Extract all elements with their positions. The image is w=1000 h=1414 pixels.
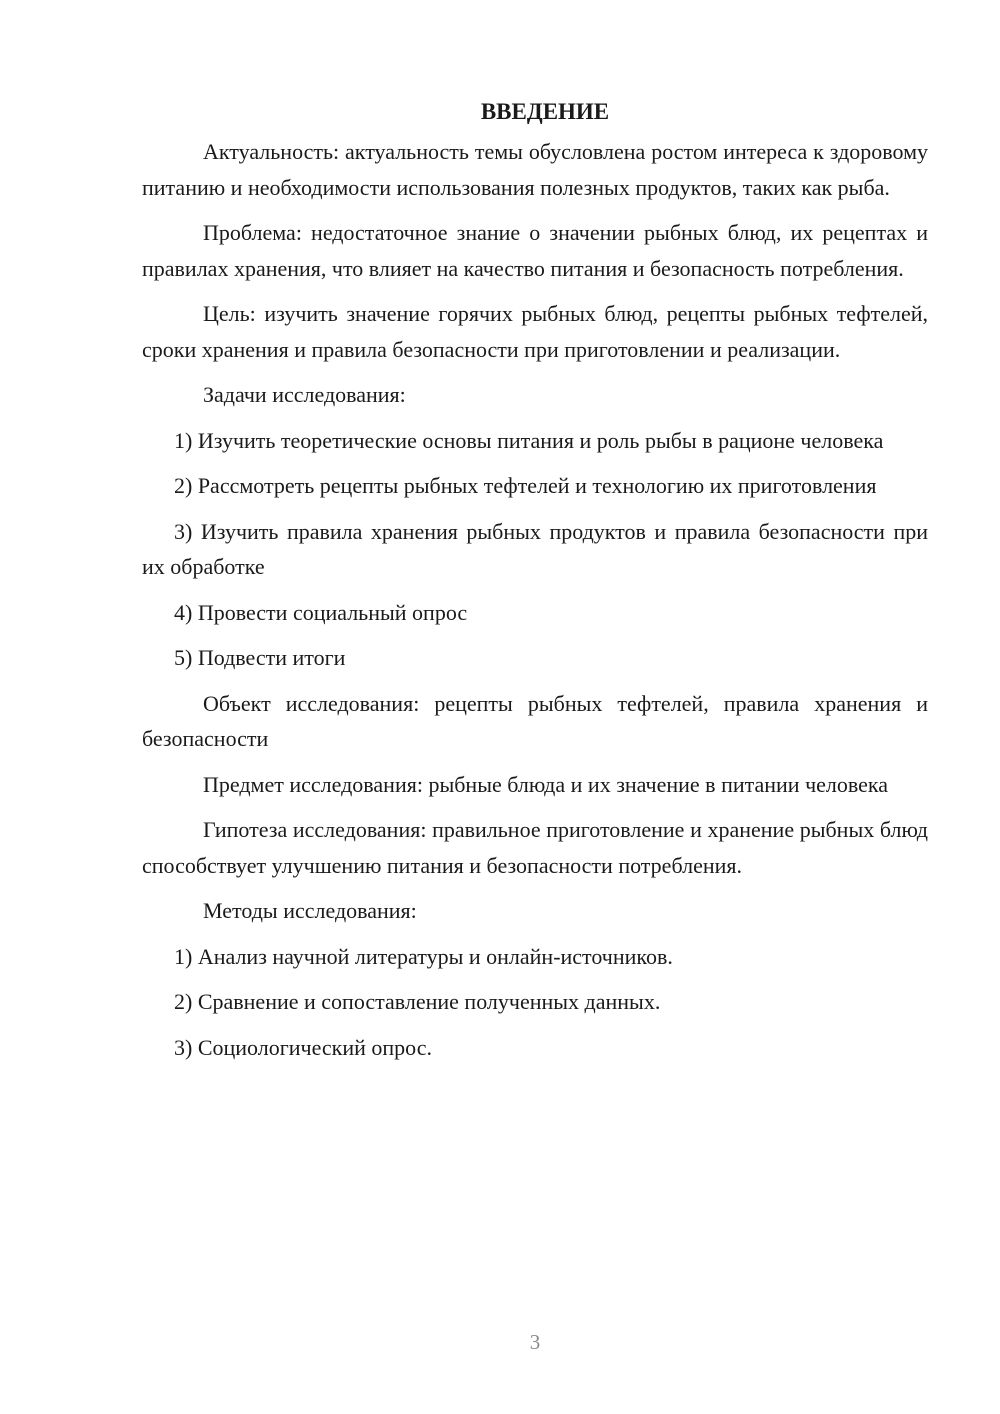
method-item-2: 2) Сравнение и сопоставление полученных данных. (174, 989, 661, 1014)
methods-title: Методы исследования: (203, 898, 417, 923)
method-item-1: 1) Анализ научной литературы и онлайн-источников. (174, 943, 673, 969)
task-item-2: 2) Рассмотреть рецепты рыбных тефтелей и технологию их приготовления (174, 473, 877, 498)
document-page (142, 94, 928, 1075)
subject-paragraph: Предмет исследования: рыбные блюда и их значение в питании человека (203, 771, 889, 797)
method-item-3: 3) Социологический опрос. (174, 1034, 432, 1060)
problem-paragraph: Проблема: недостаточное знание о значении рыбных блюд, их рецептах и правилах хранения, что влияет на качество питания и безопасность потребления. (142, 220, 928, 281)
section-heading: ВВЕДЕНИЕ (480, 99, 610, 124)
task-item-4: 4) Провести социальный опрос (174, 599, 468, 625)
goal-paragraph: Цель: изучить значение горячих рыбных блюд, рецепты рыбных тефтелей, сроки хранения и правила безопасности при приготовлении и реализации. (142, 301, 928, 362)
task-item-5: 5) Подвести итоги (174, 645, 346, 670)
tasks-title: Задачи исследования: (203, 382, 406, 407)
relevance-paragraph: Актуальность: актуальность темы обусловлена ростом интереса к здоровому питанию и необходимости использования полезных продуктов, таких как рыба. (142, 139, 928, 200)
task-item-3: 3) Изучить правила хранения рыбных продуктов и правила безопасности при их обработке (142, 518, 928, 579)
page-number: 3 (529, 1330, 541, 1354)
object-paragraph: Объект исследования: рецепты рыбных тефтелей, правила хранения и безопасности (142, 690, 928, 751)
task-item-1: 1) Изучить теоретические основы питания и роль рыбы в рационе человека (174, 427, 884, 453)
hypothesis-paragraph: Гипотеза исследования: правильное приготовление и хранение рыбных блюд способствует улучшению питания и безопасности потребления. (142, 817, 928, 878)
